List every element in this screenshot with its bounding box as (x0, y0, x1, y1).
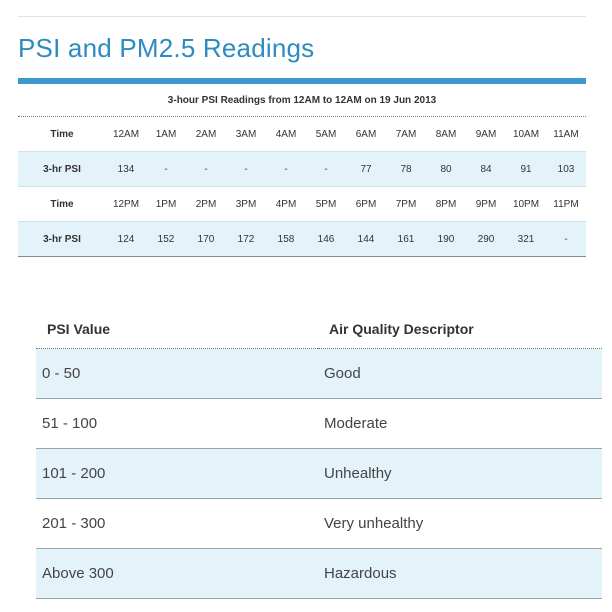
psi-value-cell: 144 (346, 222, 386, 257)
header-air-quality-descriptor: Air Quality Descriptor (318, 310, 602, 349)
psi-value-cell: - (266, 152, 306, 187)
time-cell: 1PM (146, 187, 186, 222)
time-cell: 7AM (386, 117, 426, 152)
psi-value-cell: 78 (386, 152, 426, 187)
psi-value-cell: 158 (266, 222, 306, 257)
psi-value-cell: 84 (466, 152, 506, 187)
psi-value-cell: 321 (506, 222, 546, 257)
time-cell: 6PM (346, 187, 386, 222)
time-cell: 3AM (226, 117, 266, 152)
row-label: 3-hr PSI (18, 222, 106, 257)
time-cell: 7PM (386, 187, 426, 222)
time-cell: 1AM (146, 117, 186, 152)
psi-range-cell: 201 - 300 (36, 499, 318, 549)
psi-value-cell: - (226, 152, 266, 187)
psi-range-cell: 0 - 50 (36, 349, 318, 399)
descriptor-cell: Moderate (318, 399, 602, 449)
time-cell: 10AM (506, 117, 546, 152)
psi-value-cell: - (306, 152, 346, 187)
time-cell: 2PM (186, 187, 226, 222)
table-row (36, 399, 602, 449)
time-cell: 12AM (106, 117, 146, 152)
psi-value-cell: 80 (426, 152, 466, 187)
row-label: Time (18, 187, 106, 222)
air-quality-descriptor-table (36, 310, 602, 599)
psi-row-pm (18, 222, 586, 257)
psi-row-am (18, 152, 586, 187)
psi-value-cell: 103 (546, 152, 586, 187)
psi-value-cell: - (146, 152, 186, 187)
time-cell: 11PM (546, 187, 586, 222)
psi-value-cell: 190 (426, 222, 466, 257)
title-underline-bar (18, 78, 586, 84)
psi-value-cell: 161 (386, 222, 426, 257)
psi-value-cell: 290 (466, 222, 506, 257)
psi-value-cell: 134 (106, 152, 146, 187)
time-cell: 3PM (226, 187, 266, 222)
time-cell: 12PM (106, 187, 146, 222)
psi-readings-table (18, 88, 586, 257)
time-cell: 5PM (306, 187, 346, 222)
time-row-am (18, 117, 586, 152)
time-cell: 5AM (306, 117, 346, 152)
time-cell: 9PM (466, 187, 506, 222)
table-row (36, 549, 602, 599)
time-cell: 11AM (546, 117, 586, 152)
psi-range-cell: Above 300 (36, 549, 318, 599)
time-cell: 4PM (266, 187, 306, 222)
psi-table-caption: 3-hour PSI Readings from 12AM to 12AM on 19 Jun 2013 (18, 88, 586, 117)
time-cell: 2AM (186, 117, 226, 152)
page-title: PSI and PM2.5 Readings (18, 33, 315, 63)
row-label: 3-hr PSI (18, 152, 106, 187)
psi-value-cell: 91 (506, 152, 546, 187)
time-cell: 8PM (426, 187, 466, 222)
psi-range-cell: 51 - 100 (36, 399, 318, 449)
psi-value-cell: 124 (106, 222, 146, 257)
descriptor-cell: Good (318, 349, 602, 399)
header-psi-value: PSI Value (36, 310, 318, 349)
descriptor-cell: Hazardous (318, 549, 602, 599)
psi-value-cell: 77 (346, 152, 386, 187)
descriptor-header-row (36, 310, 602, 349)
descriptor-cell: Very unhealthy (318, 499, 602, 549)
table-row (36, 499, 602, 549)
time-cell: 4AM (266, 117, 306, 152)
row-label: Time (18, 117, 106, 152)
psi-range-cell: 101 - 200 (36, 449, 318, 499)
descriptor-cell: Unhealthy (318, 449, 602, 499)
time-cell: 8AM (426, 117, 466, 152)
table-row (36, 449, 602, 499)
psi-value-cell: - (546, 222, 586, 257)
psi-value-cell: 170 (186, 222, 226, 257)
table-row (36, 349, 602, 399)
top-divider (18, 16, 586, 17)
psi-value-cell: 172 (226, 222, 266, 257)
time-cell: 6AM (346, 117, 386, 152)
psi-value-cell: - (186, 152, 226, 187)
time-cell: 10PM (506, 187, 546, 222)
time-row-pm (18, 187, 586, 222)
psi-value-cell: 152 (146, 222, 186, 257)
time-cell: 9AM (466, 117, 506, 152)
psi-value-cell: 146 (306, 222, 346, 257)
